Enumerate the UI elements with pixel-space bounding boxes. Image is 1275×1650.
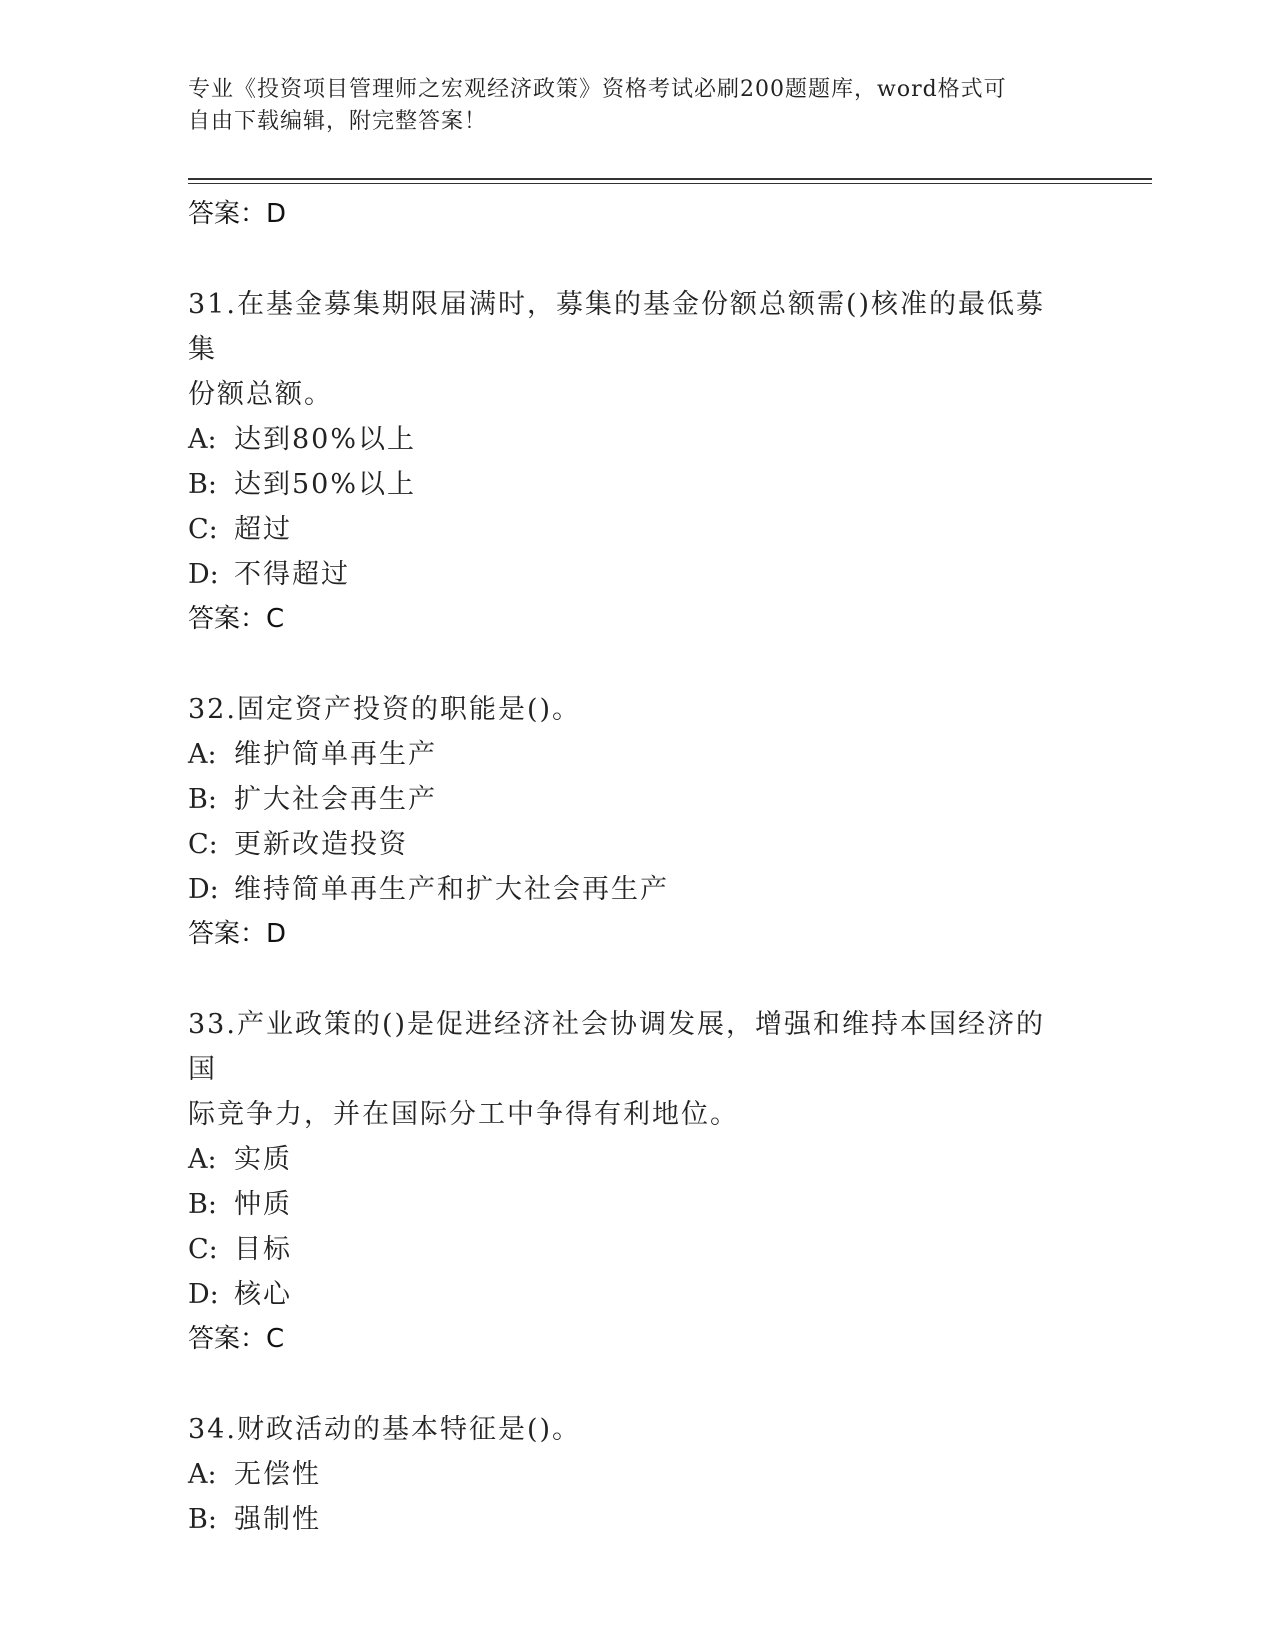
answer-line [188, 597, 1068, 641]
question-stem-line: 34.财政活动的基本特征是()。 [188, 1414, 582, 1445]
option-key: B: [188, 1189, 217, 1220]
option-key: A: [188, 1144, 217, 1175]
answer-line [188, 192, 1068, 236]
option-key: D: [188, 559, 219, 590]
option-key: A: [188, 424, 217, 455]
question-32 [188, 687, 1068, 956]
option-text: 达到50%以上 [234, 469, 417, 500]
header-divider-thin [188, 183, 1152, 184]
option-key: C: [188, 1234, 218, 1265]
option-text: 不得超过 [234, 559, 350, 590]
answer-label: 答案： [188, 199, 267, 229]
question-34 [188, 1407, 1068, 1542]
option-b [188, 462, 1068, 507]
option-c [188, 507, 1068, 552]
option-text: 维护简单再生产 [234, 739, 437, 770]
option-d [188, 1272, 1068, 1317]
question-stem-line: 份额总额。 [188, 379, 333, 410]
answer-label: 答案： [188, 1324, 267, 1354]
option-key: B: [188, 469, 217, 500]
question-stem [188, 1407, 1068, 1452]
question-stem-line: 际竞争力，并在国际分工中争得有利地位。 [188, 1099, 739, 1130]
header-line-1: 专业《投资项目管理师之宏观经济政策》资格考试必刷200题题库，word格式可 [188, 77, 1007, 102]
question-stem [188, 282, 1068, 417]
option-text: 忡质 [234, 1189, 292, 1220]
answer-label: 答案： [188, 604, 267, 634]
option-key: B: [188, 1504, 217, 1535]
answer-value: C [266, 604, 285, 634]
header-line-2: 自由下载编辑，附完整答案！ [188, 109, 488, 134]
question-stem-line: 31.在基金募集期限届满时，募集的基金份额总额需()核准的最低募集 [188, 289, 1046, 365]
option-c [188, 822, 1068, 867]
option-text: 达到80%以上 [234, 424, 417, 455]
question-stem-line: 33.产业政策的()是促进经济社会协调发展，增强和维持本国经济的国 [188, 1009, 1046, 1085]
question-list [188, 192, 1068, 1542]
document-header [188, 74, 1088, 138]
option-text: 实质 [234, 1144, 292, 1175]
option-text: 维持简单再生产和扩大社会再生产 [234, 874, 669, 905]
option-key: B: [188, 784, 217, 815]
question-33 [188, 1002, 1068, 1361]
option-a [188, 1452, 1068, 1497]
question-stem [188, 687, 1068, 732]
option-a [188, 1137, 1068, 1182]
option-text: 目标 [234, 1234, 292, 1265]
option-text: 扩大社会再生产 [234, 784, 437, 815]
option-text: 无偿性 [234, 1459, 321, 1490]
option-a [188, 417, 1068, 462]
option-key: C: [188, 514, 218, 545]
option-c [188, 1227, 1068, 1272]
option-key: A: [188, 1459, 217, 1490]
question-stem [188, 1002, 1068, 1137]
option-b [188, 1182, 1068, 1227]
option-key: D: [188, 1279, 219, 1310]
option-d [188, 552, 1068, 597]
answer-value: C [266, 1324, 285, 1354]
option-a [188, 732, 1068, 777]
answer-label: 答案： [188, 919, 267, 949]
option-text: 更新改造投资 [234, 829, 408, 860]
option-text: 核心 [234, 1279, 292, 1310]
answer-value: D [266, 919, 287, 949]
option-key: A: [188, 739, 217, 770]
question-stem-line: 32.固定资产投资的职能是()。 [188, 694, 582, 725]
option-b [188, 777, 1068, 822]
option-key: C: [188, 829, 218, 860]
answer-line [188, 1317, 1068, 1361]
option-d [188, 867, 1068, 912]
option-b [188, 1497, 1068, 1542]
option-key: D: [188, 874, 219, 905]
option-text: 强制性 [234, 1504, 321, 1535]
answer-value: D [266, 199, 287, 229]
answer-line [188, 912, 1068, 956]
option-text: 超过 [234, 514, 292, 545]
question-31 [188, 282, 1068, 641]
header-divider-thick [188, 178, 1152, 180]
